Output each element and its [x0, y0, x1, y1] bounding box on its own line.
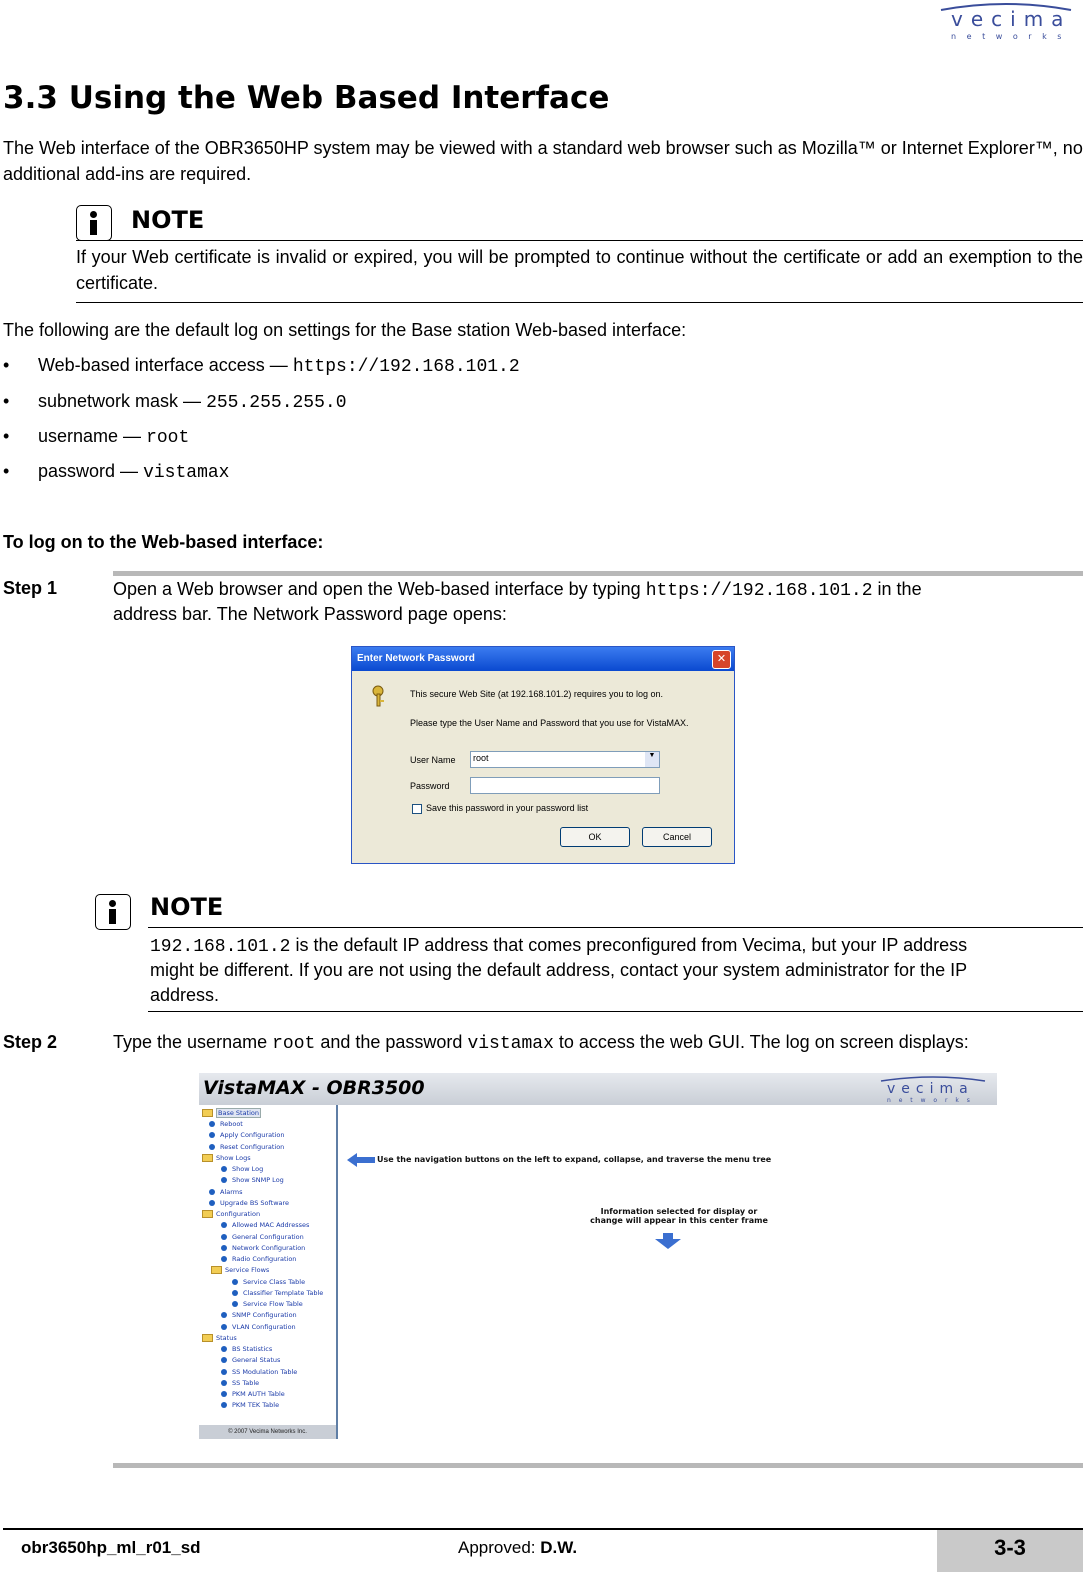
arrow-left-icon [347, 1153, 375, 1167]
tree-item-general-status[interactable]: General Status [221, 1356, 280, 1364]
dialog-title: Enter Network Password [352, 647, 734, 671]
tree-item-service-flows[interactable]: Service Flows [211, 1266, 269, 1274]
doc-id: obr3650hp_ml_r01_sd [21, 1538, 201, 1557]
tree-item-configuration[interactable]: Configuration [202, 1210, 260, 1218]
tree-item-vlan-configuration[interactable]: VLAN Configuration [221, 1323, 296, 1331]
tree-item-show-log[interactable]: Show Log [221, 1165, 263, 1173]
procedure-heading: To log on to the Web-based interface: [3, 532, 324, 552]
tree-item-classifier-template-table[interactable]: Classifier Template Table [232, 1289, 323, 1297]
tree-item-service-class-table[interactable]: Service Class Table [232, 1278, 305, 1286]
dialog-message-2: Please type the User Name and Password that you use for VistaMAX. [410, 718, 689, 728]
username-label: User Name [410, 755, 456, 765]
gui-logo [873, 1075, 993, 1103]
tree-item-ss-modulation-table[interactable]: SS Modulation Table [221, 1368, 297, 1376]
cancel-button[interactable]: Cancel [642, 827, 712, 847]
note-title: NOTE [131, 206, 205, 234]
note-rule-top [76, 240, 1083, 241]
web-gui-screenshot [199, 1073, 997, 1439]
list-item: • [3, 426, 10, 446]
step-rule-end [113, 1463, 1083, 1468]
gui-logo-subtext: n e t w o r k s [887, 1097, 973, 1103]
tree-item-reboot[interactable]: Reboot [209, 1120, 243, 1128]
tree-item-show-snmp-log[interactable]: Show SNMP Log [221, 1176, 284, 1184]
step-1-text-cont: address bar. The Network Password page opens: [113, 604, 507, 624]
tree-item-apply-configuration[interactable]: Apply Configuration [209, 1131, 285, 1139]
gui-header [199, 1073, 997, 1105]
tree-item-show-logs[interactable]: Show Logs [202, 1154, 251, 1162]
gui-title: VistaMAX - OBR3500 [203, 1077, 425, 1099]
note-text: If your Web certificate is invalid or expired, you will be prompted to continue without the certificate or add an exemption to the certificate. [76, 247, 1083, 293]
list-item: • [3, 355, 10, 375]
note-rule-bottom [148, 1011, 1083, 1012]
list-item: username — root [38, 426, 190, 448]
note-rule-top [148, 927, 1083, 928]
tree-item-reset-configuration[interactable]: Reset Configuration [209, 1143, 284, 1151]
arrow-down-icon [655, 1233, 681, 1249]
step-2-text: Type the username root and the password vistamax to access the web GUI. The log on screen displays: [113, 1032, 969, 1054]
list-item: password — vistamax [38, 461, 230, 483]
list-item: subnetwork mask — 255.255.255.0 [38, 391, 347, 413]
close-icon[interactable]: ✕ [712, 650, 731, 669]
logo-subtext: n e t w o r k s [951, 32, 1066, 41]
vecima-logo [931, 2, 1081, 42]
page-number: 3-3 [937, 1530, 1083, 1572]
tree-item-pkm-tek-table[interactable]: PKM TEK Table [221, 1401, 279, 1409]
note-text: might be different. If you are not using the default address, contact your system administrator for the IP [150, 960, 968, 980]
note-rule-bottom [76, 302, 1083, 303]
defaults-intro: The following are the default log on settings for the Base station Web-based interface: [3, 320, 687, 340]
tree-item-status[interactable]: Status [202, 1334, 237, 1342]
note-text: address. [150, 985, 220, 1005]
navigation-tree [199, 1105, 338, 1439]
center-message-2: change will appear in this center frame [590, 1216, 768, 1225]
info-icon [95, 894, 131, 930]
tree-item-ss-table[interactable]: SS Table [221, 1379, 259, 1387]
chevron-down-icon[interactable]: ▼ [645, 752, 659, 767]
password-label: Password [410, 781, 450, 791]
nav-hint: Use the navigation buttons on the left to expand, collapse, and traverse the menu tree [377, 1155, 772, 1164]
tree-item-bs-statistics[interactable]: BS Statistics [221, 1345, 272, 1353]
save-password-label: Save this password in your password list [426, 803, 589, 813]
tree-item-service-flow-table[interactable]: Service Flow Table [232, 1300, 303, 1308]
step-1-text: Open a Web browser and open the Web-based interface by typing https://192.168.101.2 in the [113, 579, 922, 601]
save-password-checkbox[interactable] [412, 804, 422, 814]
info-icon [76, 205, 112, 241]
logo-text: vecima [951, 7, 1072, 31]
gui-copyright: © 2007 Vecima Networks Inc. [199, 1425, 336, 1439]
tree-item-base-station[interactable]: Base Station [202, 1109, 261, 1117]
network-password-dialog [351, 646, 735, 864]
tree-item-network-configuration[interactable]: Network Configuration [221, 1244, 305, 1252]
tree-item-upgrade-bs-software[interactable]: Upgrade BS Software [209, 1199, 289, 1207]
tree-item-allowed-mac-addresses[interactable]: Allowed MAC Addresses [221, 1221, 309, 1229]
approval: Approved: D.W. [458, 1538, 578, 1557]
step-2-label: Step 2 [3, 1032, 58, 1052]
step-1-label: Step 1 [3, 578, 58, 598]
tree-item-snmp-configuration[interactable]: SNMP Configuration [221, 1311, 297, 1319]
gui-logo-text: vecima [887, 1081, 974, 1097]
ok-button[interactable]: OK [560, 827, 630, 847]
key-icon [372, 685, 390, 707]
section-title: 3.3 Using the Web Based Interface [3, 80, 610, 116]
page-footer [3, 1528, 1083, 1574]
note-text: 192.168.101.2 is the default IP address that comes preconfigured from Vecima, but your IP address [150, 935, 968, 957]
center-message-1: Information selected for display or [600, 1207, 758, 1216]
intro-paragraph: The Web interface of the OBR3650HP system may be viewed with a standard web browser such as Mozilla™ or Internet Explorer™, no additional add-ins are required. [3, 138, 1083, 184]
note-title: NOTE [150, 893, 224, 921]
tree-item-pkm-auth-table[interactable]: PKM AUTH Table [221, 1390, 285, 1398]
list-item: • [3, 461, 10, 481]
tree-item-general-configuration[interactable]: General Configuration [221, 1233, 304, 1241]
password-input[interactable] [470, 777, 660, 794]
tree-item-radio-configuration[interactable]: Radio Configuration [221, 1255, 296, 1263]
list-item: • [3, 391, 10, 411]
list-item: Web-based interface access — https://192.168.101.2 [38, 355, 520, 377]
tree-item-alarms[interactable]: Alarms [209, 1188, 243, 1196]
dialog-message-1: This secure Web Site (at 192.168.101.2) requires you to log on. [410, 689, 663, 699]
username-input[interactable]: root ▼ [470, 751, 660, 768]
